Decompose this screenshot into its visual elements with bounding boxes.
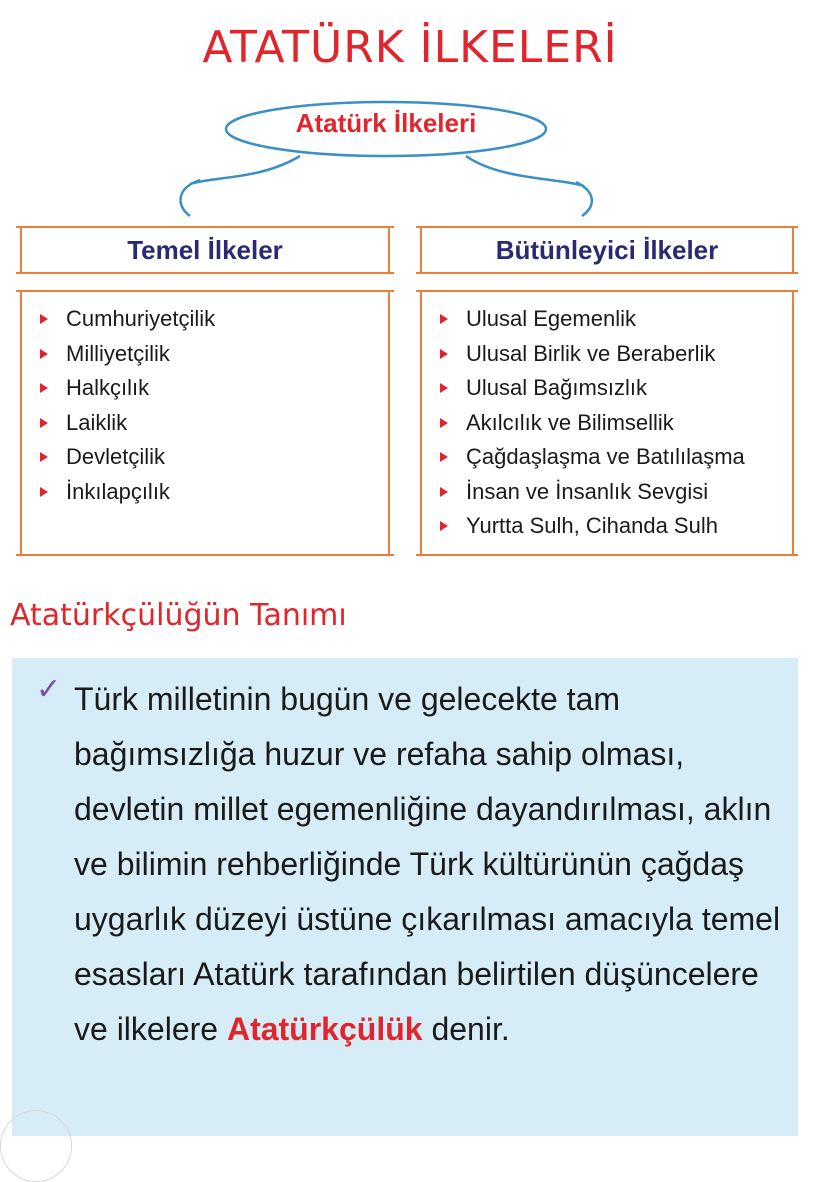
principle-item [422, 509, 792, 544]
principle-item [422, 371, 792, 406]
triangle-bullet-icon [440, 521, 448, 531]
definition-heading: Atatürkçülüğün Tanımı [10, 598, 347, 633]
triangle-bullet-icon [440, 383, 448, 393]
checkmark-icon: ✓ [36, 673, 62, 706]
principle-label: Halkçılık [66, 375, 150, 401]
connector-arrows [0, 140, 820, 240]
principle-label: Ulusal Birlik ve Beraberlik [466, 340, 716, 366]
triangle-bullet-icon [40, 383, 48, 393]
principle-item [22, 440, 388, 475]
root-label: Atatürk İlkeleri [295, 108, 477, 138]
principle-label: İnsan ve İnsanlık Sevgisi [466, 478, 709, 504]
principle-item [422, 475, 792, 510]
temel-ilkeler-list [20, 292, 390, 554]
triangle-bullet-icon [40, 418, 48, 428]
page-title: ATATÜRK İLKELERİ [202, 22, 618, 73]
principle-item [422, 302, 792, 337]
principle-label: Ulusal Egemenlik [466, 306, 636, 332]
principle-label: Milliyetçilik [66, 340, 170, 366]
principle-item [422, 337, 792, 372]
definition-box [12, 658, 798, 1136]
principle-item [422, 406, 792, 441]
principle-label: Ulusal Bağımsızlık [466, 375, 647, 401]
triangle-bullet-icon [40, 487, 48, 497]
principle-item [22, 475, 388, 510]
triangle-bullet-icon [40, 314, 48, 324]
principle-label: Çağdaşlaşma ve Batılılaşma [466, 444, 745, 470]
header-temel-ilkeler: Temel İlkeler [20, 228, 390, 272]
principle-item [422, 440, 792, 475]
triangle-bullet-icon [40, 349, 48, 359]
principle-label: Akılcılık ve Bilimsellik [466, 409, 674, 435]
principle-label: Yurtta Sulh, Cihanda Sulh [466, 513, 718, 539]
definition-text-after: denir. [422, 1011, 510, 1047]
principle-item [22, 302, 388, 337]
page-corner-circle [0, 1110, 72, 1182]
triangle-bullet-icon [440, 314, 448, 324]
principle-label: Laiklik [66, 409, 128, 435]
principle-label: Cumhuriyetçilik [66, 306, 216, 332]
triangle-bullet-icon [440, 418, 448, 428]
principle-item [22, 406, 388, 441]
triangle-bullet-icon [40, 452, 48, 462]
principle-label: İnkılapçılık [66, 478, 170, 504]
header-butunleyici-ilkeler: Bütünleyici İlkeler [420, 228, 794, 272]
butunleyici-ilkeler-list [420, 292, 794, 554]
triangle-bullet-icon [440, 452, 448, 462]
definition-highlight: Atatürkçülük [226, 1011, 423, 1047]
principle-item [22, 371, 388, 406]
definition-text [74, 672, 796, 1057]
principle-item [22, 337, 388, 372]
triangle-bullet-icon [440, 349, 448, 359]
principle-label: Devletçilik [66, 444, 166, 470]
triangle-bullet-icon [440, 487, 448, 497]
definition-text-before: Türk milletinin bugün ve gelecekte tam bağımsızlığa huzur ve refaha sahip olması, devletin millet egemenliğine dayandırılması, aklın ve bilimin rehberliğinde Türk kültürünün çağdaş uygarlık düzeyi üstüne çıkarılması amacıyla temel esasları Atatürk tarafından belirtilen düşüncelere ve ilkelere [74, 681, 781, 1047]
